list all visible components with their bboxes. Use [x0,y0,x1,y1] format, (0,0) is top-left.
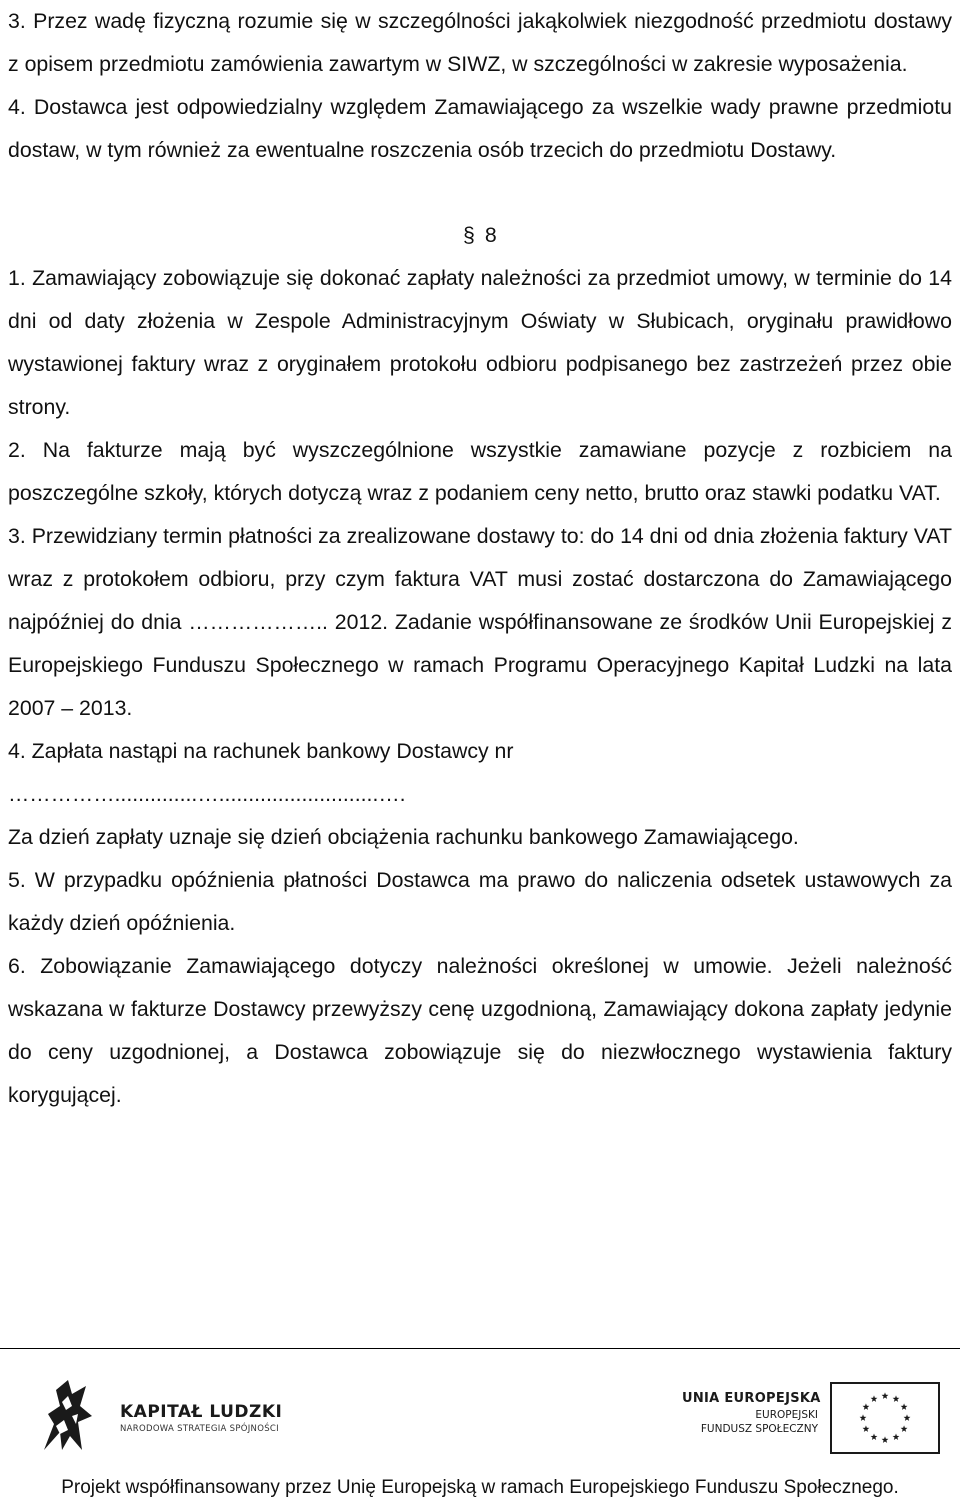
kapital-ludzki-subtitle: NARODOWA STRATEGIA SPÓJNOŚCI [120,1424,279,1434]
section-number: 8 [484,223,497,247]
bank-account-placeholder: ……………..............…...........................…. [8,782,406,806]
eu-logo-line2: EUROPEJSKI [755,1409,818,1421]
paragraph-late-interest: 5. W przypadku opóźnienia płatności Dostawca ma prawo do naliczenia odsetek ustawowych za każdy dzień opóźnienia. [8,868,952,935]
footer-cofinancing-note: Projekt współfinansowany przez Unię Europejską w ramach Europejskiego Funduszu Społecznego. [61,1477,899,1498]
eu-logo-text [682,1390,821,1436]
paragraph-invoice-itemization: 2. Na fakturze mają być wyszczególnione wszystkie zamawiane pozycje z rozbiciem na poszczególne szkoły, których dotyczą wraz z podaniem ceny netto, brutto oraz stawki podatku VAT. [8,438,952,505]
eu-logo-title: UNIA EUROPEJSKA [682,1391,821,1406]
paragraph-agreed-price: 6. Zobowiązanie Zamawiającego dotyczy należności określonej w umowie. Jeżeli należność wskazana w fakturze Dostawcy przewyższy cenę uzgodnioną, Zamawiający dokona zapłaty jedynie do ceny uzgodnionej, a Dostawca zobowiązuje się do niezwłocznego wystawienia faktury korygującej. [8,954,952,1107]
paragraph-legal-defects: 4. Dostawca jest odpowiedzialny względem Zamawiającego za wszelkie wady prawne przedmiotu dostaw, w tym również za ewentualne roszczenia osób trzecich do przedmiotu Dostawy. [8,95,952,162]
eu-flag-icon [830,1382,940,1454]
section-heading [8,172,952,257]
eu-logo-line3: FUNDUSZ SPOŁECZNY [700,1423,818,1435]
document-body [8,0,952,1117]
footer-divider [0,1348,960,1349]
paragraph-physical-defect: 3. Przez wadę fizyczną rozumie się w szczególności jakąkolwiek niezgodność przedmiotu dostawy z opisem przedmiotu zamówienia zawartym w SIWZ, w szczególności w zakresie wyposażenia. [8,9,952,76]
section-symbol: § [463,223,475,247]
paragraph-payment-term: 3. Przewidziany termin płatności za zrealizowane dostawy to: do 14 dni od dnia złożenia faktury VAT wraz z protokołem odbioru, przy czym faktura VAT musi zostać dostarczona do Zamawiającego najpóźniej do dnia ……………….. 2012. Zadanie współfinansowane ze środków Unii Europejskiej z Europejskiego Funduszu Społecznego w ramach Programu Operacyjnego Kapitał Ludzki na lata 2007 – 2013. [8,524,952,720]
payment-date-definition: Za dzień zapłaty uznaje się dzień obciążenia rachunku bankowego Zamawiającego. [8,825,799,849]
kapital-ludzki-logo [38,1376,283,1456]
eu-logo [682,1376,954,1456]
paragraph-bank-account: 4. Zapłata nastąpi na rachunek bankowy Dostawcy nr [8,739,514,763]
kapital-ludzki-title: KAPITAŁ LUDZKI [120,1402,283,1422]
paragraph-payment-obligation: 1. Zamawiający zobowiązuje się dokonać zapłaty należności za przedmiot umowy, w terminie do 14 dni od daty złożenia w Zespole Administracyjnym Oświaty w Słubicach, oryginału prawidłowo wystawionej faktury wraz z oryginałem protokołu odbioru podpisanego bez zastrzeżeń przez obie strony. [8,266,952,419]
kapital-ludzki-emblem-icon [38,1376,94,1452]
